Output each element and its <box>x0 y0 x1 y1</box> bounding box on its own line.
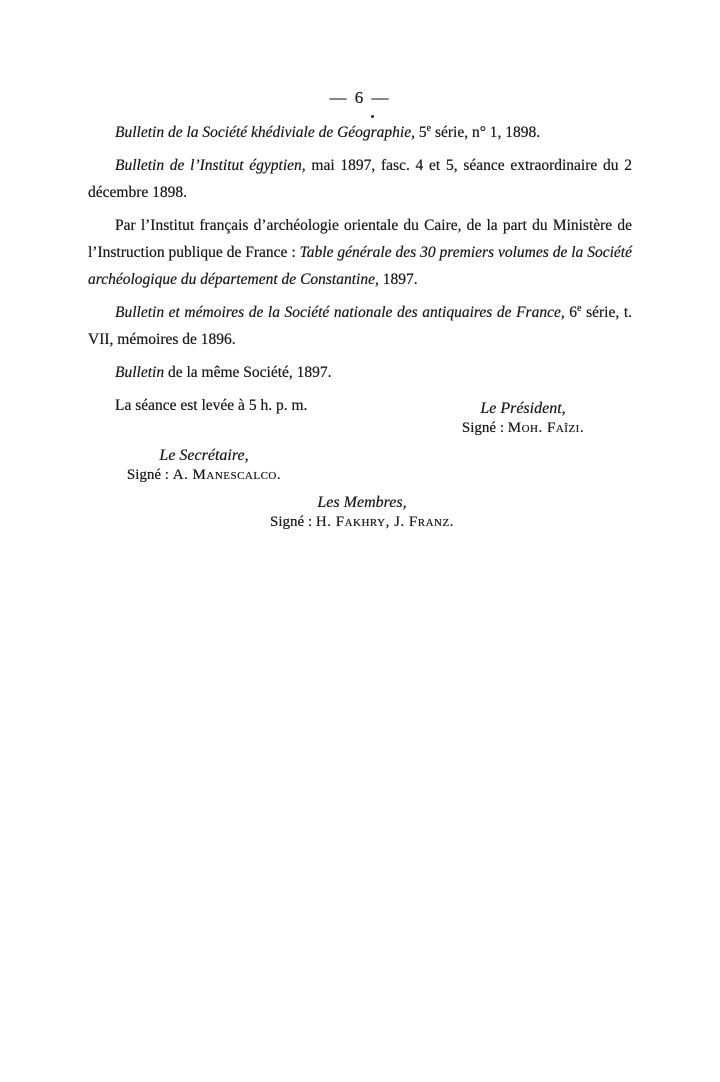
text-segment: Par l’Institut français d’archéologie orientale du Caire, de la part du Ministère de l’Instruction publique de France : <box>88 217 632 261</box>
text-segment: série, n° 1, 1898. <box>431 124 541 141</box>
text-segment: La séance est levée à 5 h. p. m. <box>115 397 308 414</box>
signed-prefix: Signé : <box>126 467 173 483</box>
signed-name: Moh. Faîzi. <box>507 420 585 436</box>
signature-role: Le Secrétaire, <box>159 447 249 464</box>
text-column <box>88 84 632 425</box>
text-segment: Bulletin de l’Institut égyptien, <box>115 157 306 174</box>
signature-block-president <box>443 399 603 438</box>
text-segment: Table générale des 30 premiers volumes de la Société archéologique du département de Constantine, <box>88 244 632 288</box>
signature-line <box>443 419 603 438</box>
signature-line <box>112 466 296 485</box>
text-segment: Bulletin <box>115 364 165 381</box>
signed-name: A. Manescalco. <box>172 467 282 483</box>
signature-role: Les Membres, <box>317 494 407 511</box>
text-segment: Bulletin de la Société khédiviale de Géographie, <box>115 124 415 141</box>
text-segment: 5 <box>415 124 427 141</box>
signature-block-members <box>264 493 460 532</box>
text-segment: 6 <box>564 304 578 321</box>
text-segment: 1897. <box>378 271 418 288</box>
paragraph-institut-egyptien <box>88 152 632 206</box>
signature-line <box>264 513 460 532</box>
ordinal-superscript: e <box>426 122 432 134</box>
signed-name: H. Fakhry, J. Franz. <box>315 514 454 530</box>
text-segment: Bulletin et mémoires de la Société nationale des antiquaires de France, <box>115 304 565 321</box>
text-segment: de la même Société, 1897. <box>164 364 332 381</box>
paragraph-meme-societe <box>88 359 632 386</box>
ordinal-superscript: e <box>577 302 582 314</box>
page-number: — 6 — <box>329 88 391 107</box>
signed-prefix: Signé : <box>270 514 316 530</box>
text-segment: mai 1897, fasc. 4 et 5, séance extraordinaire du 2 décembre 1898. <box>88 157 632 201</box>
signature-block-secretary <box>112 446 296 485</box>
signature-role: Le Président, <box>480 400 566 417</box>
text-segment: série, t. VII, mémoires de 1896. <box>88 304 632 348</box>
paragraph-institut-francais <box>88 212 632 293</box>
signed-prefix: Signé : <box>461 420 508 436</box>
paragraph-antiquaires-france <box>88 299 632 353</box>
paragraph-bulletin-geographie <box>88 119 632 146</box>
